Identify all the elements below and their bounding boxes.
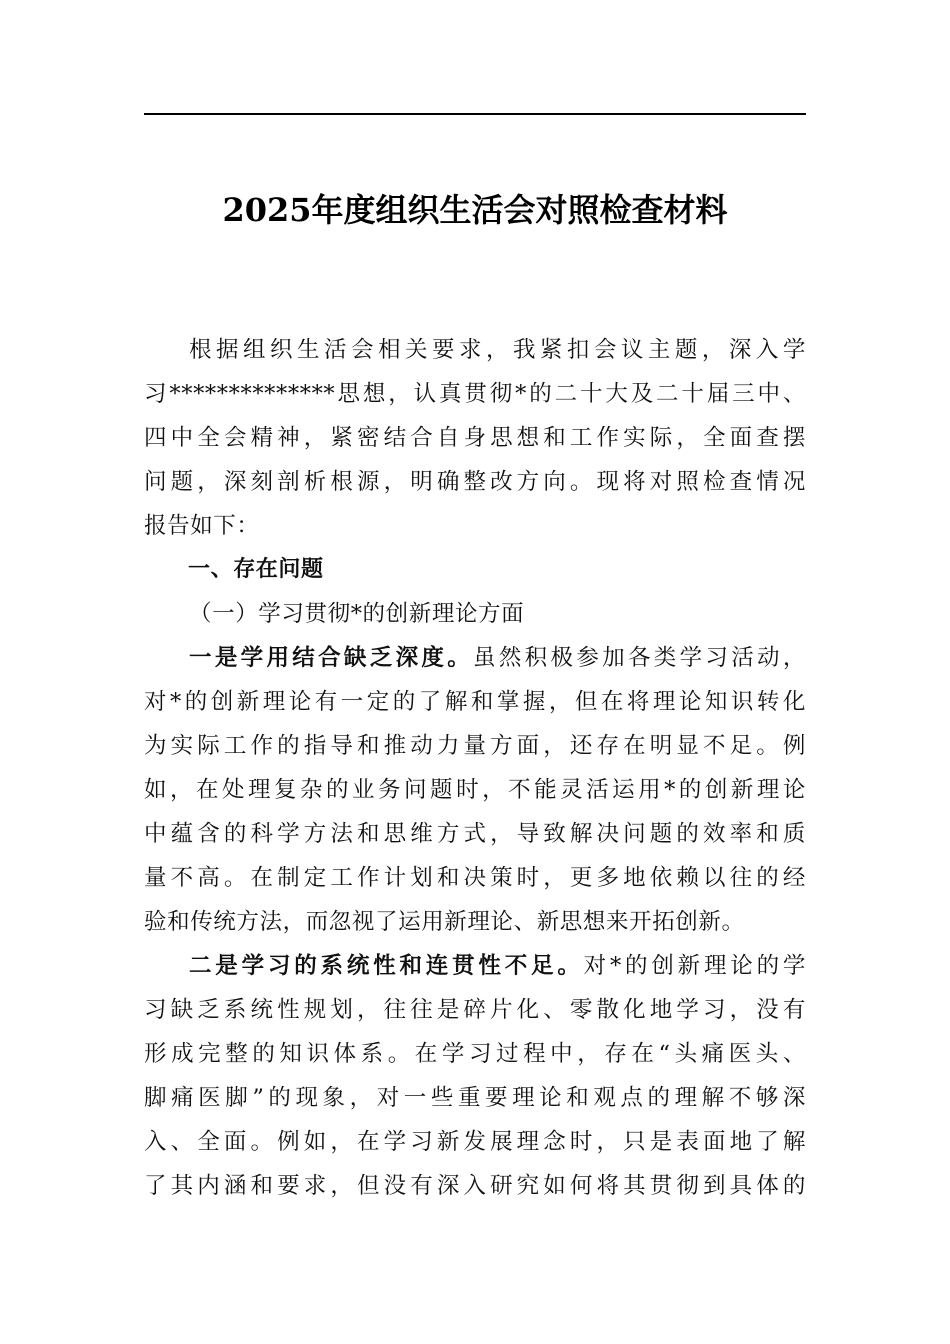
item-1-line: 对*的创新理论有一定的了解和掌握，但在将理论知识转化 xyxy=(144,689,806,715)
intro-line: 报告如下： xyxy=(144,513,260,539)
document-body xyxy=(144,328,806,1208)
item-2-line: 脚痛医脚”的现象，对一些重要理论和观点的理解不够深 xyxy=(144,1085,806,1111)
item-2-line: 形成完整的知识体系。在学习过程中，存在“头痛医头、 xyxy=(144,1041,806,1067)
item-1-first-line xyxy=(144,636,806,680)
item-2-line: 入、全面。例如，在学习新发展理念时，只是表面地了解 xyxy=(144,1129,806,1155)
intro-paragraph xyxy=(144,328,806,548)
item-1-paragraph xyxy=(144,636,806,944)
item-1-line: 验和传统方法，而忽视了运用新理论、新思想来开拓创新。 xyxy=(144,909,745,935)
item-1-first-line-rest: 虽然积极参加各类学习活动， xyxy=(473,645,806,671)
item-1-lead: 一是学用结合缺乏深度。 xyxy=(189,645,474,671)
item-2-line: 了其内涵和要求，但没有深入研究如何将其贯彻到具体的 xyxy=(144,1173,806,1199)
item-2-first-line xyxy=(144,944,806,988)
intro-line: 习**************思想，认真贯彻*的二十大及二十届三中、 xyxy=(144,381,806,407)
item-1-line: 量不高。在制定工作计划和决策时，更多地依赖以往的经 xyxy=(144,865,806,891)
item-2-line: 习缺乏系统性规划，往往是碎片化、零散化地学习，没有 xyxy=(144,997,806,1023)
section-heading: 一、存在问题 xyxy=(188,557,324,582)
item-1-line: 为实际工作的指导和推动力量方面，还存在明显不足。例 xyxy=(144,733,806,759)
subsection-heading: （一）学习贯彻*的创新理论方面 xyxy=(189,601,525,627)
item-1-line: 如，在处理复杂的业务问题时，不能灵活运用*的创新理论 xyxy=(144,777,806,803)
item-1-line: 中蕴含的科学方法和思维方式，导致解决问题的效率和质 xyxy=(144,821,806,847)
intro-line: 问题，深刻剖析根源，明确整改方向。现将对照检查情况 xyxy=(144,469,806,495)
header-rule xyxy=(144,113,806,115)
intro-line: 四中全会精神，紧密结合自身思想和工作实际，全面查摆 xyxy=(144,425,806,451)
item-2-first-line-rest: 对*的创新理论的学 xyxy=(583,953,806,979)
item-2-paragraph xyxy=(144,944,806,1208)
intro-line: 根据组织生活会相关要求，我紧扣会议主题，深入学 xyxy=(189,337,806,363)
document-title: 2025年度组织生活会对照检查材料 xyxy=(222,191,728,229)
item-2-lead: 二是学习的系统性和连贯性不足。 xyxy=(189,953,584,979)
